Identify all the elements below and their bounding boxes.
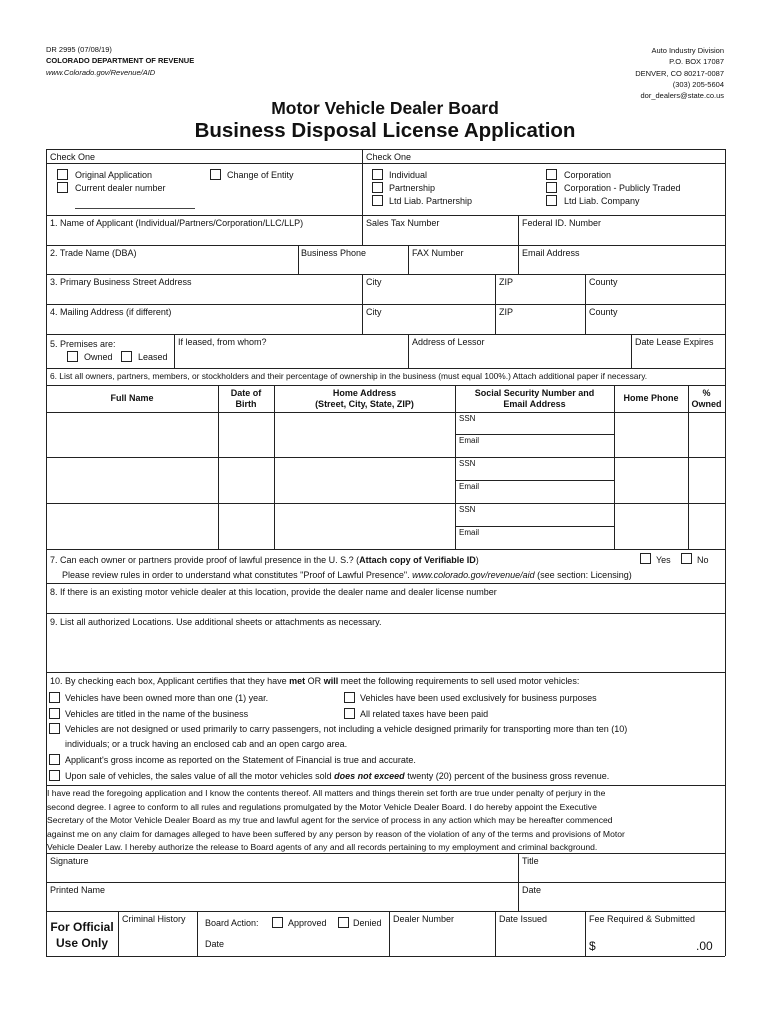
col-dob bbox=[218, 388, 274, 410]
req-business-use-label: Vehicles have been used exclusively for business purposes bbox=[360, 693, 597, 703]
date-issued-field: Date Issued bbox=[499, 914, 548, 924]
form-number: DR 2995 (07/08/19) bbox=[46, 45, 112, 54]
owner-row-1-divider bbox=[455, 434, 614, 435]
col-home-line2: (Street, City, State, ZIP) bbox=[315, 399, 414, 409]
ltd-company-checkbox[interactable] bbox=[546, 195, 557, 206]
check-one-right-label: Check One bbox=[366, 152, 412, 162]
denied-label: Denied bbox=[353, 918, 382, 928]
mailing-city-field[interactable]: City bbox=[366, 307, 382, 317]
division-name: Auto Industry Division bbox=[651, 46, 724, 55]
col-dob-line1: Date of bbox=[230, 388, 262, 398]
col-dob-line2: Birth bbox=[235, 399, 257, 409]
req-gross-income-checkbox[interactable] bbox=[49, 754, 60, 765]
req-gross-income-label: Applicant's gross income as reported on the Statement of Financial is true and accurate. bbox=[65, 755, 416, 765]
individual-label: Individual bbox=[389, 170, 428, 180]
cert-line-2: second degree. I agree to conform to all rules and regulations promulgated by the Motor Vehicle Dealer Board. I do hereby appoint the Executive bbox=[47, 801, 597, 812]
po-box: P.O. BOX 17087 bbox=[669, 57, 724, 67]
req-not-passenger-label: Vehicles are not designed or used primarily to carry passengers, not including a vehicle designed primarily for transporting more than ten (10) bbox=[65, 724, 628, 734]
req-owned-year-label: Vehicles have been owned more than one (1) year. bbox=[65, 693, 269, 703]
approved-label: Approved bbox=[288, 918, 327, 928]
q8-existing-dealer-field[interactable]: 8. If there is an existing motor vehicle dealer at this location, provide the dealer name and dealer license number bbox=[50, 587, 497, 597]
department-website: www.Colorado.gov/Revenue/AID bbox=[46, 68, 156, 77]
owners-intro: 6. List all owners, partners, members, or stockholders and their percentage of ownership in the business (must equal 100%.) Attach additional paper if necessary. bbox=[50, 371, 648, 381]
ltd-company-label: Ltd Liab. Company bbox=[564, 196, 640, 206]
fax-field[interactable]: FAX Number bbox=[412, 248, 464, 258]
change-of-entity-checkbox[interactable] bbox=[210, 169, 221, 180]
ltd-partnership-checkbox[interactable] bbox=[372, 195, 383, 206]
fee-field: Fee Required & Submitted bbox=[589, 914, 696, 924]
city-state-zip: DENVER, CO 80217-0087 bbox=[635, 68, 724, 78]
street-address-field[interactable]: 3. Primary Business Street Address bbox=[50, 277, 192, 287]
board-heading: Motor Vehicle Dealer Board bbox=[271, 98, 499, 118]
mailing-county-field[interactable]: County bbox=[589, 307, 618, 317]
page-title: Business Disposal License Application bbox=[194, 119, 576, 142]
cert-line-3: Secretary of the Motor Vehicle Dealer Board as my true and lawful agent for the service of process in any action which may be hereafter commenced bbox=[47, 815, 613, 826]
cert-line-5: Vehicle Dealer Law. I hereby authorize the release to Board agents of any and all records pertaining to my employment and criminal background. bbox=[47, 842, 598, 853]
corporation-label: Corporation bbox=[564, 170, 612, 180]
denied-checkbox[interactable] bbox=[338, 917, 349, 928]
dealer-number-field: Dealer Number bbox=[393, 914, 455, 924]
check-one-left-label: Check One bbox=[50, 152, 96, 162]
mailing-address-field[interactable]: 4. Mailing Address (if different) bbox=[50, 307, 172, 317]
applicant-name-field[interactable]: 1. Name of Applicant (Individual/Partners/Corporation/LLC/LLP) bbox=[50, 218, 304, 228]
col-home-phone: Home Phone bbox=[623, 393, 679, 403]
official-use-line1: For Official bbox=[50, 920, 114, 934]
department-name: COLORADO DEPARTMENT OF REVENUE bbox=[46, 56, 195, 65]
req-sales-value-checkbox[interactable] bbox=[49, 770, 60, 781]
q10-intro: 10. By checking each box, Applicant certifies that they have met OR will meet the following requirements to sell used motor vehicles: bbox=[50, 676, 580, 686]
cert-line-4: against me on any claim for damages alleged to have been suffered by any person by reason of the violation of any of the terms and provisions of Motor bbox=[47, 828, 625, 839]
owner-3-email[interactable]: Email bbox=[459, 528, 480, 537]
original-application-checkbox[interactable] bbox=[57, 169, 68, 180]
q7-no-checkbox[interactable] bbox=[681, 553, 692, 564]
owner-1-email[interactable]: Email bbox=[459, 436, 480, 445]
req-taxes-paid-label: All related taxes have been paid bbox=[360, 709, 489, 719]
lawful-presence-link[interactable]: www.colorado.gov/revenue/aid bbox=[412, 570, 535, 580]
board-action-label: Board Action: bbox=[205, 918, 259, 928]
date-field[interactable]: Date bbox=[522, 885, 542, 895]
sales-tax-field[interactable]: Sales Tax Number bbox=[366, 218, 440, 228]
ltd-partnership-label: Ltd Liab. Partnership bbox=[389, 196, 473, 206]
city-field[interactable]: City bbox=[366, 277, 382, 287]
mailing-zip-field[interactable]: ZIP bbox=[499, 307, 514, 317]
cert-line-1: I have read the foregoing application and I know the contents thereof. All matters and things therein set forth are true under penalty of perjury in the bbox=[47, 788, 606, 798]
col-ssn-line1: Social Security Number and bbox=[474, 388, 595, 398]
phone-number: (303) 205-5604 bbox=[672, 79, 724, 89]
corporation-checkbox[interactable] bbox=[546, 169, 557, 180]
fee-cents: .00 bbox=[696, 939, 713, 953]
col-pct-line1: % bbox=[702, 388, 711, 398]
lease-expires-field[interactable]: Date Lease Expires bbox=[635, 337, 714, 347]
req-not-passenger-label-cont: individuals; or a truck having an enclosed cab and an open cargo area. bbox=[65, 739, 348, 749]
official-date-field: Date bbox=[205, 939, 225, 949]
owner-row-3-divider bbox=[455, 526, 614, 527]
leased-from-field[interactable]: If leased, from whom? bbox=[178, 337, 267, 347]
printed-name-field[interactable]: Printed Name bbox=[50, 885, 106, 895]
col-ssn-line2: Email Address bbox=[503, 399, 566, 409]
owner-2-ssn[interactable]: SSN bbox=[459, 459, 476, 468]
premises-leased-label: Leased bbox=[138, 352, 168, 362]
current-dealer-number-line[interactable] bbox=[75, 208, 195, 209]
corp-public-checkbox[interactable] bbox=[546, 182, 557, 193]
q7-yes-label: Yes bbox=[656, 555, 671, 565]
req-taxes-paid-checkbox[interactable] bbox=[344, 708, 355, 719]
owner-3-ssn[interactable]: SSN bbox=[459, 505, 476, 514]
req-not-passenger-checkbox[interactable] bbox=[49, 723, 60, 734]
q9-authorized-locations-field[interactable]: 9. List all authorized Locations. Use additional sheets or attachments as necessary. bbox=[50, 617, 382, 627]
partnership-label: Partnership bbox=[389, 183, 436, 193]
req-business-use-checkbox[interactable] bbox=[344, 692, 355, 703]
premises-label: 5. Premises are: bbox=[50, 339, 116, 349]
req-sales-value-label: Upon sale of vehicles, the sales value of all the motor vehicles sold does not exceed twenty (20) percent of the business gross revenue. bbox=[65, 771, 610, 781]
q7-note: Please review rules in order to understand what constitutes "Proof of Lawful Presence". www.colorado.gov/revenue/aid (see section: Licensing) bbox=[62, 570, 632, 580]
col-home-line1: Home Address bbox=[332, 388, 397, 398]
approved-checkbox[interactable] bbox=[272, 917, 283, 928]
col-pct-owned bbox=[688, 388, 725, 410]
county-field[interactable]: County bbox=[589, 277, 618, 287]
partnership-checkbox[interactable] bbox=[372, 182, 383, 193]
federal-id-field[interactable]: Federal ID. Number bbox=[522, 218, 602, 228]
col-pct-line2: Owned bbox=[691, 399, 722, 409]
premises-owned-checkbox[interactable] bbox=[67, 351, 78, 362]
lessor-address-field[interactable]: Address of Lessor bbox=[412, 337, 485, 347]
corp-public-label: Corporation - Publicly Traded bbox=[564, 183, 681, 193]
q7-yes-checkbox[interactable] bbox=[640, 553, 651, 564]
col-full-name: Full Name bbox=[110, 393, 154, 403]
premises-owned-label: Owned bbox=[84, 352, 113, 362]
q7-question: 7. Can each owner or partners provide proof of lawful presence in the U. S.? (Attach copy of Verifiable ID) bbox=[50, 555, 479, 565]
criminal-history-field: Criminal History bbox=[122, 914, 186, 924]
change-of-entity-label: Change of Entity bbox=[227, 170, 294, 180]
col-ssn-email bbox=[455, 388, 614, 410]
original-application-label: Original Application bbox=[75, 170, 153, 180]
col-home-address bbox=[274, 388, 455, 410]
email-field[interactable]: Email Address bbox=[522, 248, 580, 258]
current-dealer-label: Current dealer number bbox=[75, 183, 166, 193]
owner-2-email[interactable]: Email bbox=[459, 482, 480, 491]
premises-leased-checkbox[interactable] bbox=[121, 351, 132, 362]
req-titled-checkbox[interactable] bbox=[49, 708, 60, 719]
zip-field[interactable]: ZIP bbox=[499, 277, 514, 287]
req-titled-label: Vehicles are titled in the name of the business bbox=[65, 709, 249, 719]
certification-text bbox=[47, 787, 719, 855]
mailing-address-block bbox=[635, 45, 724, 101]
req-owned-year-checkbox[interactable] bbox=[49, 692, 60, 703]
business-phone-field[interactable]: Business Phone bbox=[301, 248, 367, 258]
signature-field[interactable]: Signature bbox=[50, 856, 89, 866]
title-field[interactable]: Title bbox=[522, 856, 539, 866]
email-address: dor_dealers@state.co.us bbox=[640, 91, 724, 101]
official-use-line2: Use Only bbox=[55, 935, 109, 950]
owner-1-ssn[interactable]: SSN bbox=[459, 414, 476, 423]
current-dealer-checkbox[interactable] bbox=[57, 182, 68, 193]
q7-no-label: No bbox=[697, 555, 709, 565]
individual-checkbox[interactable] bbox=[372, 169, 383, 180]
fee-dollar-sign: $ bbox=[589, 939, 596, 953]
trade-name-field[interactable]: 2. Trade Name (DBA) bbox=[50, 248, 137, 258]
owner-row-2-divider bbox=[455, 480, 614, 481]
official-use-label bbox=[46, 920, 118, 951]
